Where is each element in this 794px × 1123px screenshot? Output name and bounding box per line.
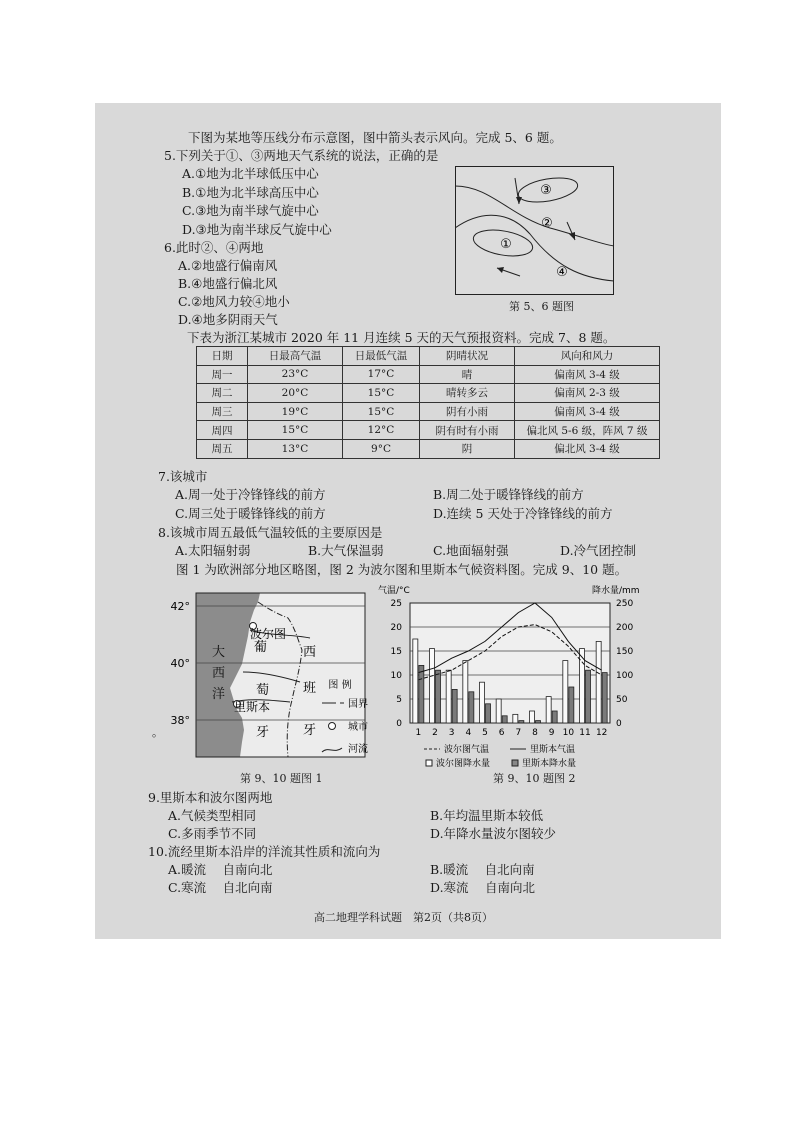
ocean-label-1: 大 (212, 645, 226, 660)
q5-option-d: D.③地为南半球反气旋中心 (182, 222, 332, 237)
legend-lisbon-precip: 里斯本降水量 (522, 759, 577, 769)
climate-chart (372, 583, 646, 773)
cell: 15°C (248, 421, 343, 440)
q7-option-a: A.周一处于冷锋锋线的前方 (175, 487, 326, 502)
cell: 15°C (343, 384, 420, 403)
col-header: 阴晴状况 (420, 347, 515, 366)
lisbon-precip-bar (436, 670, 441, 723)
porto-label: 波尔图 (250, 627, 287, 641)
cell: 12°C (343, 421, 420, 440)
lat-42: 42° (170, 600, 190, 613)
left-axis-label: 气温/°C (378, 586, 410, 596)
table-row (197, 439, 660, 458)
left-tick-label: 5 (396, 695, 402, 705)
porto-precip-bar (530, 711, 535, 723)
intro-q9-10: 图 1 为欧洲部分地区略图，图 2 为波尔图和里斯本气候资料图。完成 9、10 题。 (176, 562, 628, 577)
cell: 阴有时有小雨 (420, 421, 515, 440)
month-tick-label: 9 (548, 728, 555, 738)
q7-option-b: B.周二处于暖锋锋线的前方 (433, 487, 584, 502)
legend-lisbon-temp: 里斯本气温 (530, 745, 576, 755)
q5-option-c: C.③地为南半球气旋中心 (182, 203, 319, 218)
cell: 偏北风 3-4 级 (515, 439, 660, 458)
porto-precip-bar (546, 697, 551, 723)
month-tick-label: 5 (482, 728, 488, 738)
q8-option-a: A.太阳辐射弱 (175, 543, 251, 558)
porto-precip-bar (513, 714, 518, 723)
legend-porto-precip: 波尔图降水量 (436, 759, 491, 769)
month-tick-label: 1 (415, 728, 422, 738)
point-4-label: ④ (556, 265, 568, 280)
porto-precip-bar (446, 670, 451, 723)
col-header: 日最高气温 (248, 347, 343, 366)
lisbon-precip-bar (552, 711, 557, 723)
cell: 17°C (343, 365, 420, 384)
month-tick-label: 12 (595, 728, 608, 738)
lisbon-precip-bar (602, 673, 607, 723)
q5-option-b: B.①地为北半球高压中心 (182, 185, 319, 200)
cell: 晴转多云 (420, 384, 515, 403)
col-header: 风向和风力 (515, 347, 660, 366)
month-tick-label: 11 (579, 728, 591, 738)
cell: 周四 (197, 421, 248, 440)
point-1-label: ① (500, 237, 512, 252)
month-tick-label: 8 (532, 728, 538, 738)
lisbon-precip-bar (486, 704, 491, 723)
legend-title: 图 例 (328, 680, 352, 691)
table-row (197, 402, 660, 421)
point-3-label: ③ (540, 183, 552, 198)
lisbon-label: 里斯本 (234, 700, 271, 714)
porto-precip-bar (480, 682, 485, 723)
left-tick-label: 0 (396, 719, 402, 729)
q9-option-a: A.气候类型相同 (168, 808, 257, 823)
stray-mark: 。 (152, 726, 163, 739)
portugal-label-3: 牙 (256, 725, 270, 740)
map-caption: 第 9、10 题图 1 (240, 772, 323, 785)
table-row (197, 421, 660, 440)
cell: 周三 (197, 402, 248, 421)
intro-q7-8: 下表为浙江某城市 2020 年 11 月连续 5 天的天气预报资料。完成 7、8 题。 (187, 330, 616, 345)
table-header-row (197, 347, 660, 366)
month-tick-label: 2 (432, 728, 438, 738)
q7-option-d: D.连续 5 天处于冷锋锋线的前方 (433, 506, 613, 521)
cell: 19°C (248, 402, 343, 421)
right-tick-label: 50 (616, 695, 628, 705)
q6-stem: 6.此时②、④两地 (164, 240, 264, 255)
cell: 周二 (197, 384, 248, 403)
q10-option-b: B.暖流 自北向南 (430, 862, 535, 877)
q10-option-a: A.暖流 自南向北 (168, 862, 273, 877)
lisbon-precip-bar (419, 665, 424, 723)
month-tick-label: 10 (562, 728, 575, 738)
legend-river-label: 河流 (348, 744, 368, 755)
europe-map (150, 590, 370, 765)
cell: 23°C (248, 365, 343, 384)
legend-border-label: 国界 (348, 699, 368, 710)
month-tick-label: 3 (448, 728, 455, 738)
ocean-label-3: 洋 (212, 687, 226, 702)
left-tick-label: 20 (390, 623, 402, 633)
q6-option-b: B.④地盛行偏北风 (178, 276, 278, 291)
q6-option-d: D.④地多阴雨天气 (178, 312, 278, 327)
lisbon-precip-bar (519, 721, 524, 723)
col-header: 日最低气温 (343, 347, 420, 366)
porto-precip-bar (430, 649, 435, 723)
lisbon-precip-bar (586, 670, 591, 723)
right-tick-label: 150 (616, 647, 634, 657)
q6-option-a: A.②地盛行偏南风 (178, 258, 278, 273)
weather-table (196, 346, 660, 459)
right-tick-label: 100 (616, 671, 634, 681)
q5-option-a: A.①地为北半球低压中心 (182, 166, 319, 181)
q9-option-b: B.年均温里斯本较低 (430, 808, 544, 823)
right-tick-label: 250 (616, 599, 634, 609)
left-tick-label: 15 (390, 647, 402, 657)
porto-precip-bar (563, 661, 568, 723)
legend-city-label: 城市 (348, 722, 368, 733)
ocean-label-2: 西 (212, 666, 226, 681)
cell: 周五 (197, 439, 248, 458)
q10-option-c: C.寒流 自北向南 (168, 880, 273, 895)
q10-stem: 10.流经里斯本沿岸的洋流其性质和流向为 (148, 844, 381, 859)
q9-option-c: C.多雨季节不同 (168, 826, 257, 841)
cell: 偏南风 3-4 级 (515, 365, 660, 384)
isobar-caption: 第 5、6 题图 (509, 300, 574, 313)
spain-label-3: 牙 (303, 723, 317, 738)
cell: 偏南风 2-3 级 (515, 384, 660, 403)
cell: 阴有小雨 (420, 402, 515, 421)
point-2-label: ② (541, 216, 553, 231)
lisbon-precip-bar (502, 716, 507, 723)
right-tick-label: 200 (616, 623, 634, 633)
cell: 阴 (420, 439, 515, 458)
lisbon-precip-bar (469, 692, 474, 723)
table-row (197, 384, 660, 403)
month-tick-label: 4 (465, 728, 472, 738)
q5-stem: 5.下列关于①、③两地天气系统的说法，正确的是 (164, 148, 439, 163)
lisbon-precip-bar (536, 721, 541, 723)
spain-label-2: 班 (303, 681, 317, 696)
isobar-figure (455, 166, 615, 296)
intro-q5-6: 下图为某地等压线分布示意图，图中箭头表示风向。完成 5、6 题。 (188, 130, 562, 145)
cell: 20°C (248, 384, 343, 403)
porto-precip-bar (596, 641, 601, 723)
left-tick-label: 25 (390, 599, 402, 609)
cell: 偏北风 5-6 级，阵风 7 级 (515, 421, 660, 440)
right-axis-label: 降水量/mm (592, 586, 640, 596)
lisbon-precip-bar (569, 687, 574, 723)
portugal-label-1: 葡 (254, 640, 268, 655)
q9-option-d: D.年降水量波尔图较少 (430, 826, 557, 841)
cell: 偏南风 3-4 级 (515, 402, 660, 421)
left-tick-label: 10 (390, 671, 402, 681)
portugal-label-2: 萄 (256, 683, 270, 698)
q7-stem: 7.该城市 (158, 469, 208, 484)
porto-precip-bar (413, 639, 418, 723)
lisbon-precip-bar (452, 689, 457, 723)
month-tick-label: 7 (515, 728, 522, 738)
cell: 9°C (343, 439, 420, 458)
q7-option-c: C.周三处于暖锋锋线的前方 (175, 506, 326, 521)
q8-stem: 8.该城市周五最低气温较低的主要原因是 (158, 525, 383, 540)
cell: 15°C (343, 402, 420, 421)
cell: 晴 (420, 365, 515, 384)
lat-38: 38° (170, 714, 190, 727)
q9-stem: 9.里斯本和波尔图两地 (148, 790, 273, 805)
porto-precip-bar (496, 699, 501, 723)
q8-option-b: B.大气保温弱 (308, 543, 384, 558)
legend-porto-temp: 波尔图气温 (444, 745, 490, 755)
spain-label-1: 西 (303, 645, 317, 660)
right-tick-label: 0 (616, 719, 622, 729)
porto-precip-bar (463, 661, 468, 723)
chart-caption: 第 9、10 题图 2 (493, 772, 576, 785)
q8-option-c: C.地面辐射强 (433, 543, 509, 558)
lat-40: 40° (170, 657, 190, 670)
q8-option-d: D.冷气团控制 (560, 543, 637, 558)
col-header: 日期 (197, 347, 248, 366)
cell: 13°C (248, 439, 343, 458)
q6-option-c: C.②地风力较④地小 (178, 294, 290, 309)
page-footer: 高二地理学科试题 第2页（共8页） (314, 911, 493, 924)
cell: 周一 (197, 365, 248, 384)
table-row (197, 365, 660, 384)
month-tick-label: 6 (498, 728, 505, 738)
q10-option-d: D.寒流 自南向北 (430, 880, 536, 895)
